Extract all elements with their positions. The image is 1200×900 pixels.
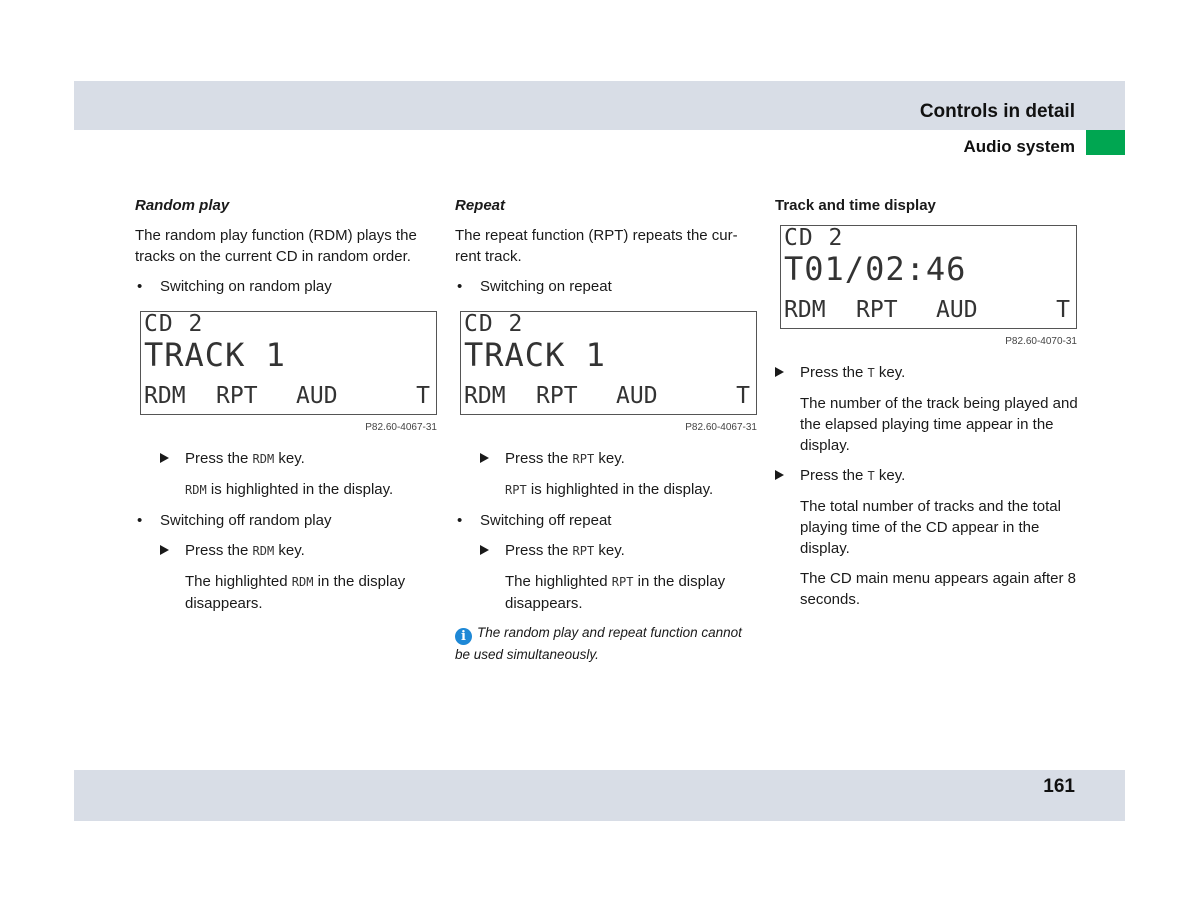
random-step-off: Press the RDM key. [160, 540, 440, 562]
lcd-softkeys [144, 383, 430, 409]
info-note [455, 623, 760, 664]
repeat-heading: Repeat [455, 197, 506, 214]
info-icon: i [455, 628, 472, 645]
key-name: T [867, 366, 875, 380]
footer-band [74, 770, 1125, 821]
key-name: RDM [252, 544, 275, 558]
repeat-bullet-on: • Switching on repeat [455, 276, 760, 297]
arrow-icon [480, 453, 489, 463]
track-step-1: Press the T key. [775, 362, 1080, 384]
column-repeat [455, 195, 760, 664]
arrow-icon [775, 470, 784, 480]
track-heading: Track and time display [775, 197, 936, 214]
track-result-3: The CD main menu appears again after 8 seconds. [800, 570, 1076, 608]
random-result-off: The highlighted RDM in the display disappears. [185, 573, 406, 612]
section-title: Controls in detail [919, 101, 1075, 122]
lcd-display [140, 311, 437, 415]
key-name: RPT [505, 483, 527, 497]
lcd-line-1: CD 2 [784, 225, 844, 251]
key-name: RDM [185, 483, 207, 497]
repeat-display-figure [460, 311, 757, 438]
section-subtitle: Audio system [963, 137, 1075, 156]
key-name: RPT [572, 544, 595, 558]
repeat-result-off: The highlighted RPT in the display disappears. [505, 573, 726, 612]
figure-reference: P82.60-4067-31 [365, 422, 437, 433]
random-display-figure [140, 311, 437, 438]
section-marker-tab [1086, 130, 1125, 155]
lcd-softkeys [464, 383, 750, 409]
column-random-play [135, 195, 440, 623]
info-note-text: The random play and repeat function cannot be used simultaneously. [455, 625, 742, 662]
lcd-line-2: TRACK 1 [464, 336, 606, 374]
track-step-2: Press the T key. [775, 465, 1080, 487]
lcd-line-1: CD 2 [464, 311, 524, 337]
lcd-line-2: TRACK 1 [144, 336, 286, 374]
lcd-softkey-aud: AUD [616, 383, 658, 409]
arrow-icon [160, 453, 169, 463]
lcd-softkey-rpt: RPT [536, 383, 578, 409]
lcd-line-2: T01/02:46 [784, 250, 967, 288]
lcd-softkey-rdm: RDM [144, 383, 186, 409]
repeat-result-on: RPT is highlighted in the display. [505, 481, 714, 498]
random-result-on: RDM is highlighted in the display. [185, 481, 394, 498]
column-track-time [775, 195, 1080, 619]
lcd-line-1: CD 2 [144, 311, 204, 337]
lcd-softkey-rpt: RPT [216, 383, 258, 409]
arrow-icon [160, 545, 169, 555]
repeat-step-off: Press the RPT key. [480, 540, 760, 562]
lcd-display [780, 225, 1077, 329]
key-name: RDM [252, 452, 275, 466]
key-name: RDM [291, 575, 314, 589]
arrow-icon [480, 545, 489, 555]
key-name: RPT [572, 452, 595, 466]
figure-reference: P82.60-4070-31 [1005, 336, 1077, 347]
lcd-softkeys [784, 297, 1070, 323]
lcd-softkey-t: T [736, 383, 750, 409]
repeat-intro: The repeat function (RPT) repeats the cur-rent track. [455, 227, 738, 265]
random-intro: The random play function (RDM) plays the tracks on the current CD in random order. [135, 227, 417, 265]
track-display-figure [780, 225, 1077, 352]
lcd-softkey-rdm: RDM [464, 383, 506, 409]
key-name: RPT [611, 575, 634, 589]
random-bullet-on: • Switching on random play [135, 276, 440, 297]
page-number: 161 [1043, 776, 1075, 797]
random-heading: Random play [135, 197, 230, 214]
lcd-softkey-aud: AUD [296, 383, 338, 409]
track-result-1: The number of the track being played and the elapsed playing time appear in the display. [800, 395, 1078, 454]
random-step-on: Press the RDM key. [160, 448, 440, 470]
repeat-step-on: Press the RPT key. [480, 448, 760, 470]
lcd-softkey-aud: AUD [936, 297, 978, 323]
lcd-softkey-rpt: RPT [856, 297, 898, 323]
lcd-softkey-t: T [416, 383, 430, 409]
random-bullet-off: • Switching off random play [135, 510, 440, 531]
key-name: T [867, 469, 875, 483]
track-result-2: The total number of tracks and the total playing time of the CD appear in the display. [800, 498, 1061, 557]
repeat-bullet-off: • Switching off repeat [455, 510, 760, 531]
lcd-display [460, 311, 757, 415]
arrow-icon [775, 367, 784, 377]
figure-reference: P82.60-4067-31 [685, 422, 757, 433]
lcd-softkey-rdm: RDM [784, 297, 826, 323]
lcd-softkey-t: T [1056, 297, 1070, 323]
